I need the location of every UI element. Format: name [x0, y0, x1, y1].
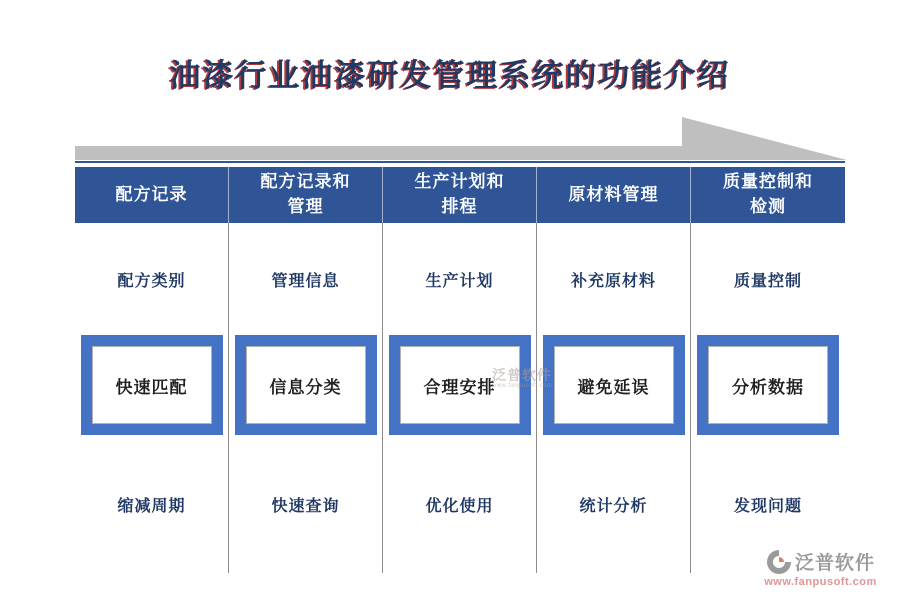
brand-logo-row — [766, 548, 875, 575]
column-header: 原材料管理 — [537, 167, 691, 223]
benefit-label: 快速查询 — [271, 497, 340, 515]
table-top-border — [75, 161, 845, 163]
highlight-box — [389, 335, 531, 435]
flow-arrow — [0, 115, 900, 165]
feature-label: 生产计划 — [425, 272, 494, 290]
column-production-planning — [383, 167, 537, 573]
highlight-box-wrap — [537, 335, 690, 435]
column-header: 配方记录和管理 — [229, 167, 383, 223]
benefit-label: 发现问题 — [733, 497, 802, 515]
page-title: 油漆行业油漆研发管理系统的功能介绍 — [169, 58, 731, 93]
column-header: 生产计划和排程 — [383, 167, 537, 223]
highlight-box — [543, 335, 685, 435]
column-header: 配方记录 — [75, 167, 229, 223]
column-body — [75, 223, 229, 573]
highlight-box — [81, 335, 223, 435]
feature-label: 管理信息 — [271, 272, 340, 290]
column-formula-management — [229, 167, 383, 573]
column-body — [537, 223, 691, 573]
benefit-label: 缩减周期 — [117, 497, 186, 515]
brand-logo — [748, 548, 893, 588]
fanpu-logo-icon — [766, 549, 792, 575]
flow-arrow-shape — [75, 117, 847, 160]
highlight-box-label: 快速匹配 — [93, 347, 211, 423]
watermark-subtext: www.fanpusoft.com — [492, 383, 553, 389]
highlight-box-label: 分析数据 — [709, 347, 827, 423]
highlight-box-wrap — [383, 335, 536, 435]
column-quality-control — [691, 167, 845, 573]
column-raw-materials — [537, 167, 691, 573]
column-body — [229, 223, 383, 573]
feature-label: 补充原材料 — [570, 272, 656, 290]
column-header: 质量控制和检测 — [691, 167, 845, 223]
highlight-box-label: 信息分类 — [247, 347, 365, 423]
highlight-box-wrap — [229, 335, 382, 435]
highlight-box — [697, 335, 839, 435]
watermark-text: 泛普软件 — [492, 367, 552, 383]
highlight-box-wrap — [691, 335, 845, 435]
feature-label: 质量控制 — [733, 272, 802, 290]
column-body — [383, 223, 537, 573]
highlight-box-label: 避免延误 — [555, 347, 673, 423]
column-body — [691, 223, 845, 573]
benefit-label: 优化使用 — [425, 497, 494, 515]
feature-label: 配方类别 — [117, 272, 186, 290]
highlight-box-label: 合理安排 — [401, 347, 519, 423]
benefit-label: 统计分析 — [579, 497, 648, 515]
brand-url: www.fanpusoft.com — [764, 576, 877, 588]
brand-name: 泛普软件 — [794, 553, 875, 574]
function-table — [75, 167, 845, 573]
highlight-box — [235, 335, 377, 435]
highlight-box-wrap — [75, 335, 228, 435]
column-formula-record — [75, 167, 229, 573]
